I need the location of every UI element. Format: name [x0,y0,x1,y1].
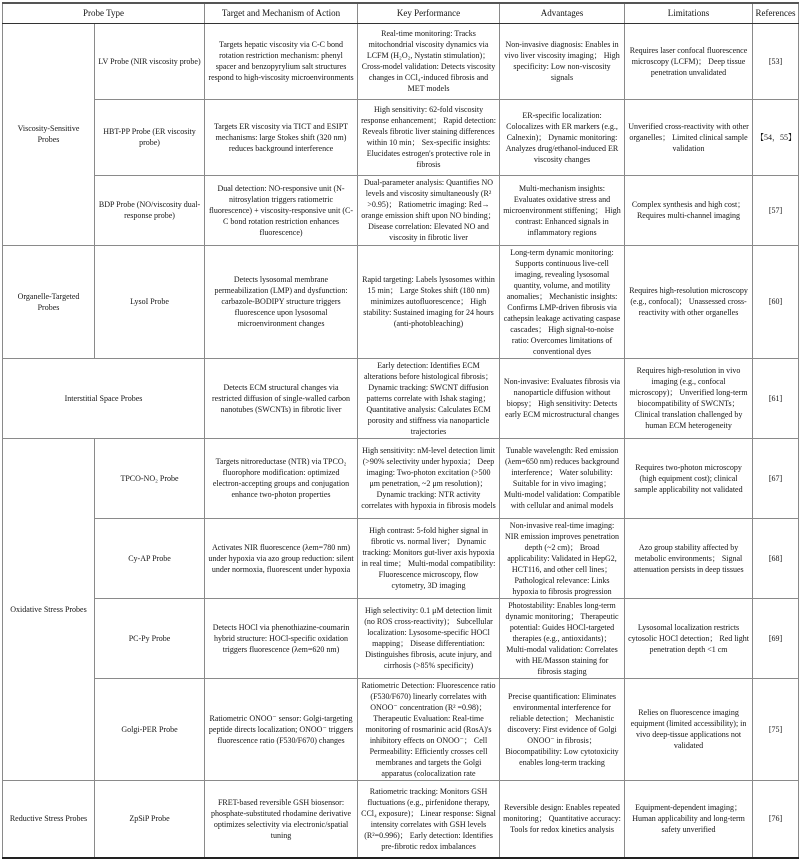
limitations-hbtpp: Unverified cross-reactivity with other organelles； Limited clinical sample validation [625,99,753,175]
limitations-tpco: Requires two-photon microscopy (high equipment cost); clinical sample applicability not validated [625,438,753,518]
advantages-golgiper: Precise quantification: Eliminates environmental interference for reliable detection； Mechanistic discovery: First evidence of Golgi ONOO⁻ in fibrosis； Biocompatibility: Low cytotoxicity enables long-term tracking [500,678,625,780]
reference-lv: [53] [753,23,799,99]
performance-hbtpp: High sensitivity: 62-fold viscosity response enhancement； Rapid detection: Reveals fibrotic liver staining differences within 10 min； Sex-specific insights: Elucidates estrogen's protective role in fibrosis [358,99,500,175]
limitations-bdp: Complex synthesis and high cost； Requires multi-channel imaging [625,175,753,245]
probe-name-tpco: TPCO-NO₂ Probe [95,438,205,518]
advantages-zpsip: Reversible design: Enables repeated monitoring； Quantitative accuracy: Tools for redox kinetics analysis [500,780,625,858]
limitations-pcpy: Lysosomal localization restricts cytosolic HOCl detection； Red light penetration depth <1 cm [625,598,753,678]
target-lysoi: Detects lysosomal membrane permeabilization (LMP) and dysfunction: carbazole-BODIPY structure triggers fluorescence upon lysosomal microenvironment changes [205,245,358,358]
performance-interstitial: Early detection: Identifies ECM alterations before histological fibrosis； Dynamic tracking: SWCNT diffusion patterns correlate with Ishak staging； Quantitative analysis: Calculates ECM porosity and stiffness via nanoparticle trajectories [358,358,500,438]
probe-name-bdp: BDP Probe (NO/viscosity dual-response probe) [95,175,205,245]
advantages-tpco: Tunable wavelength: Red emission (λem=650 nm) reduces background interference； Water solubility: Suitable for in vivo imaging； Multi-model validation: Compatible with cellular and animal models [500,438,625,518]
performance-bdp: Dual-parameter analysis: Quantifies NO levels and viscosity simultaneously (R² >0.95)； Ratiometric imaging: Red→ orange emission shift upon NO binding； Disease correlation: Elevated NO and viscosity in fibrotic liver [358,175,500,245]
reference-interstitial: [61] [753,358,799,438]
table-row-interstitial [3,358,799,438]
limitations-lv: Requires laser confocal fluorescence microscopy (LCFM)； Deep tissue penetration unvalidated [625,23,753,99]
reference-tpco: [67] [753,438,799,518]
probe-name-golgiper: Golgi-PER Probe [95,678,205,780]
group-oxidative-stress: Oxidative Stress Probes [3,438,95,780]
target-golgiper: Ratiometric ONOO⁻ sensor: Golgi-targeting peptide directs localization; ONOO⁻ triggers fluorescence ratio (F530/F670) changes [205,678,358,780]
table-row-lv [3,23,799,99]
target-lv: Targets hepatic viscosity via C-C bond rotation restriction mechanism: phenyl spacer and benzopyrylium salt structures respond to high-viscosity microenvironments [205,23,358,99]
reference-hbtpp: 【54，55】 [753,99,799,175]
table-row-pcpy [3,598,799,678]
group-viscosity-sensitive: Viscosity-Sensitive Probes [3,23,95,245]
target-tpco: Targets nitroreductase (NTR) via TPCO₂ fluorophore modification: optimized electron-accepting groups and conjugation enhance two-photon properties [205,438,358,518]
group-organelle-targeted: Organelle-Targeted Probes [3,245,95,358]
table-row-bdp [3,175,799,245]
target-zpsip: FRET-based reversible GSH biosensor: phosphate-substituted rhodamine derivative optimizes selectivity via electronic/spatial tuning [205,780,358,858]
advantages-bdp: Multi-mechanism insights: Evaluates oxidative stress and microenvironment stiffening； High contrast: Enhanced signals in inflammatory regions [500,175,625,245]
col-header-references: References [753,3,799,23]
performance-lysoi: Rapid targeting: Labels lysosomes within 15 min； Large Stokes shift (180 nm) minimizes autofluorescence； High stability: Sustained imaging for 24 hours (anti-photobleaching) [358,245,500,358]
table-row-hbtpp [3,99,799,175]
limitations-interstitial: Requires high-resolution in vivo imaging (e.g., confocal microscopy)； Unverified long-term biocompatibility of SWCNTs； Clinical translation challenged by human ECM heterogeneity [625,358,753,438]
header-row [3,3,799,23]
reference-zpsip: [76] [753,780,799,858]
reference-lysoi: [60] [753,245,799,358]
target-bdp: Dual detection: NO-responsive unit (N-nitrosylation triggers ratiometric fluorescence) + viscosity-responsive unit (C-C bond rotation restriction enhances fluorescence) [205,175,358,245]
target-cyap: Activates NIR fluorescence (λem=780 nm) under hypoxia via azo group reduction: silent under normoxia, fluorescent under hypoxia [205,518,358,598]
performance-golgiper: Ratiometric Detection: Fluorescence ratio (F530/F670) linearly correlates with ONOO⁻ concentration (R² =0.98)； Therapeutic Evaluation: Real-time monitoring of rosmarinic acid (RosA)'s inhibitory effects on ONOO⁻； Cell Permeability: Efficiently crosses cell membranes and targets the Golgi apparatus (colocalization rate [358,678,500,780]
table-row-zpsip [3,780,799,858]
group-reductive-stress: Reductive Stress Probes [3,780,95,858]
col-header-performance: Key Performance [358,3,500,23]
probe-name-pcpy: PC-Py Probe [95,598,205,678]
performance-zpsip: Ratiometric tracking: Monitors GSH fluctuations (e.g., pirfenidone therapy, CCl₄ exposure)； Linear response: Signal intensity correlates with GSH levels (R²=0.996)； Early detection: Identifies pre-fibrotic redox imbalances [358,780,500,858]
target-pcpy: Detects HOCl via phenothiazine-coumarin hybrid structure: HOCl-specific oxidation triggers fluorescence (λem=620 nm) [205,598,358,678]
table-row-lysoi [3,245,799,358]
limitations-zpsip: Equipment-dependent imaging； Human applicability and long-term safety unverified [625,780,753,858]
target-hbtpp: Targets ER viscosity via TICT and ESIPT mechanisms: large Stokes shift (320 nm) reduces background interference [205,99,358,175]
advantages-lysoi: Long-term dynamic monitoring: Supports continuous live-cell imaging, revealing lysosomal quantity, volume, and motility anomalies； Mechanistic insights: Confirms LMP-driven fibrosis via cathepsin leakage activating caspase cascades； High signal-to-noise ratio: Overcomes limitations of conventional dyes [500,245,625,358]
advantages-interstitial: Non-invasive: Evaluates fibrosis via nanoparticle diffusion without biopsy； High sensitivity: Detects early ECM microstructural changes [500,358,625,438]
limitations-golgiper: Relies on fluorescence imaging equipment (limited accessibility); in vivo deep-tissue applications not validated [625,678,753,780]
performance-cyap: High contrast: 5-fold higher signal in fibrotic vs. normal liver； Dynamic tracking: Monitors gut-liver axis hypoxia in real time； Multi-modal compatibility: Fluorescence microscopy, flow cytometry, 3D imaging [358,518,500,598]
probe-name-lysoi: LysoI Probe [95,245,205,358]
reference-golgiper: [75] [753,678,799,780]
target-interstitial: Detects ECM structural changes via restricted diffusion of single-walled carbon nanotubes (SWCNTs) in fibrotic liver [205,358,358,438]
limitations-cyap: Azo group stability affected by metabolic environments； Signal attenuation persists in deep tissues [625,518,753,598]
performance-lv: Real-time monitoring: Tracks mitochondrial viscosity dynamics via LCFM (H₂O₂, Nystatin stimulation)； Cross-model validation: Detects viscosity changes in CCl₄-induced fibrosis and MET models [358,23,500,99]
table-row-tpco [3,438,799,518]
limitations-lysoi: Requires high-resolution microscopy (e.g., confocal)； Unassessed cross-reactivity with other organelles [625,245,753,358]
performance-pcpy: High selectivity: 0.1 μM detection limit (no ROS cross-reactivity)； Subcellular localization: Lysosome-specific HOCl mapping； Disease differentiation: Distinguishes fibrosis, acute injury, and cirrhosis (>85% specificity) [358,598,500,678]
probe-name-cyap: Cy-AP Probe [95,518,205,598]
col-header-probe-type: Probe Type [3,3,205,23]
col-header-advantages: Advantages [500,3,625,23]
reference-bdp: [57] [753,175,799,245]
col-header-target: Target and Mechanism of Action [205,3,358,23]
table-row-golgiper [3,678,799,780]
probe-name-hbtpp: HBT-PP Probe (ER viscosity probe) [95,99,205,175]
probe-table [2,2,799,859]
advantages-cyap: Non-invasive real-time imaging: NIR emission improves penetration depth (~2 cm)； Broad applicability: Validated in HepG2, HCT116, and other cell lines； Pathological relevance: Links hypoxia to fibrosis progression [500,518,625,598]
group-interstitial-space: Interstitial Space Probes [3,358,205,438]
col-header-limitations: Limitations [625,3,753,23]
reference-cyap: [68] [753,518,799,598]
probe-name-lv: LV Probe (NIR viscosity probe) [95,23,205,99]
advantages-hbtpp: ER-specific localization: Colocalizes with ER markers (e.g., Calnexin)； Dynamic monitoring: Analyzes drug/ethanol-induced ER viscosity changes [500,99,625,175]
reference-pcpy: [69] [753,598,799,678]
table-row-cyap [3,518,799,598]
advantages-lv: Non-invasive diagnosis: Enables in vivo liver viscosity imaging； High specificity: Low non-viscosity signals [500,23,625,99]
advantages-pcpy: Photostability: Enables long-term dynamic monitoring； Therapeutic potential: Guides HOCl-targeted therapies (e.g., antioxidants)； Multi-modal validation: Correlates with HE/Masson staining for fibrosis staging [500,598,625,678]
probe-name-zpsip: ZpSiP Probe [95,780,205,858]
performance-tpco: High sensitivity: nM-level detection limit (>90% selectivity under hypoxia； Deep imaging: Two-photon excitation (>500 μm penetration, ~2 μm resolution)； Dynamic tracking: NTR activity correlates with hypoxia in fibrosis models [358,438,500,518]
